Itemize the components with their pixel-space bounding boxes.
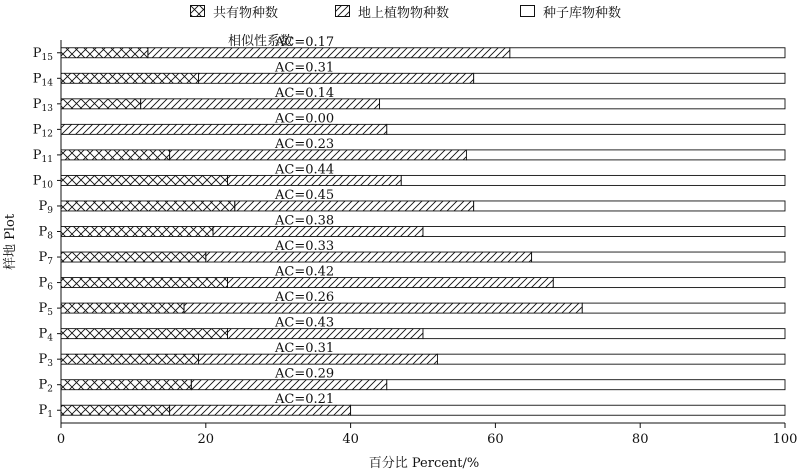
bar-shared [61,99,141,109]
x-tick-label: 40 [342,432,359,447]
bar-shared [61,354,199,364]
ac-label: AC=0.21 [275,392,335,408]
bar-shared [61,48,148,58]
y-tick-label: $P_3$ [38,352,53,370]
y-tick-label: $P_6$ [38,275,53,293]
x-tick-label: 20 [197,432,215,447]
bar-seedbank [387,380,785,390]
y-tick-label: $P_{10}$ [32,173,53,191]
bar-aboveground [141,99,380,109]
chart-title: 相似性系数 [228,34,294,49]
ac-label: AC=0.31 [275,341,335,357]
y-tick-label: $P_{11}$ [32,147,53,165]
x-axis-label: 百分比 Percent/% [368,456,480,471]
y-tick-label: $P_8$ [38,224,53,242]
bar-shared [61,175,228,185]
bar-seedbank [553,278,785,288]
bar-seedbank [510,48,785,58]
y-tick-label: $P_{12}$ [32,122,53,140]
y-tick-label: $P_{13}$ [32,96,53,114]
ac-label: AC=0.29 [275,366,335,382]
bar-seedbank [401,175,785,185]
labels-group [274,35,334,407]
y-tick-label: $P_1$ [38,403,53,421]
bar-shared [61,227,213,237]
bar-shared [61,303,184,313]
y-tick-label: $P_9$ [38,198,53,216]
bar-seedbank [582,303,785,313]
x-tick-label: 100 [772,432,798,447]
x-tick-label: 60 [487,432,504,447]
ac-label: AC=0.14 [275,85,335,101]
x-tick-label: 0 [56,432,66,447]
bar-shared [61,252,206,262]
ac-label: AC=0.26 [275,290,335,306]
y-tick-label: $P_2$ [38,377,53,395]
bar-aboveground [235,201,474,211]
legend-label-seedbank: 种子库物种数 [543,5,622,21]
bar-seedbank [423,227,785,237]
bar-seedbank [474,73,785,83]
ac-label: AC=0.44 [275,162,335,178]
bars-group [61,48,785,415]
bar-seedbank [423,329,785,339]
ac-label: AC=0.33 [275,239,335,255]
bar-shared [61,201,235,211]
bar-shared [61,380,191,390]
bar-seedbank [532,252,785,262]
y-tick-label: $P_5$ [38,301,53,319]
bar-shared [61,278,228,288]
bar-shared [61,405,170,415]
legend-label-aboveground: 地上植物物种数 [358,5,450,21]
ac-label: AC=0.43 [275,315,335,331]
bar-seedbank [437,354,785,364]
y-axis-label: 样地 Plot [3,213,18,271]
bar-aboveground [61,124,387,134]
ac-label: AC=0.23 [275,136,335,152]
ac-label: AC=0.42 [275,264,335,280]
ac-label: AC=0.38 [275,213,335,229]
bar-seedbank [466,150,785,160]
ac-label: AC=0.17 [275,34,335,50]
bar-shared [61,73,199,83]
bar-aboveground [206,252,532,262]
ac-label: AC=0.00 [275,111,335,127]
y-tick-label: $P_7$ [38,250,53,268]
bar-aboveground [199,73,474,83]
y-tick-label: $P_{14}$ [32,71,53,89]
y-tick-label: $P_{15}$ [32,45,53,63]
bar-seedbank [351,405,785,415]
bar-seedbank [474,201,785,211]
bar-shared [61,150,170,160]
bar-seedbank [387,124,785,134]
ac-label: AC=0.45 [275,187,335,203]
bar-seedbank [380,99,785,109]
bar-aboveground [184,303,582,313]
bar-shared [61,329,228,339]
legend-label-shared: 共有物种数 [213,5,279,21]
ac-label: AC=0.31 [275,60,335,76]
y-tick-label: $P_4$ [38,326,53,344]
x-tick-label: 80 [631,432,649,447]
